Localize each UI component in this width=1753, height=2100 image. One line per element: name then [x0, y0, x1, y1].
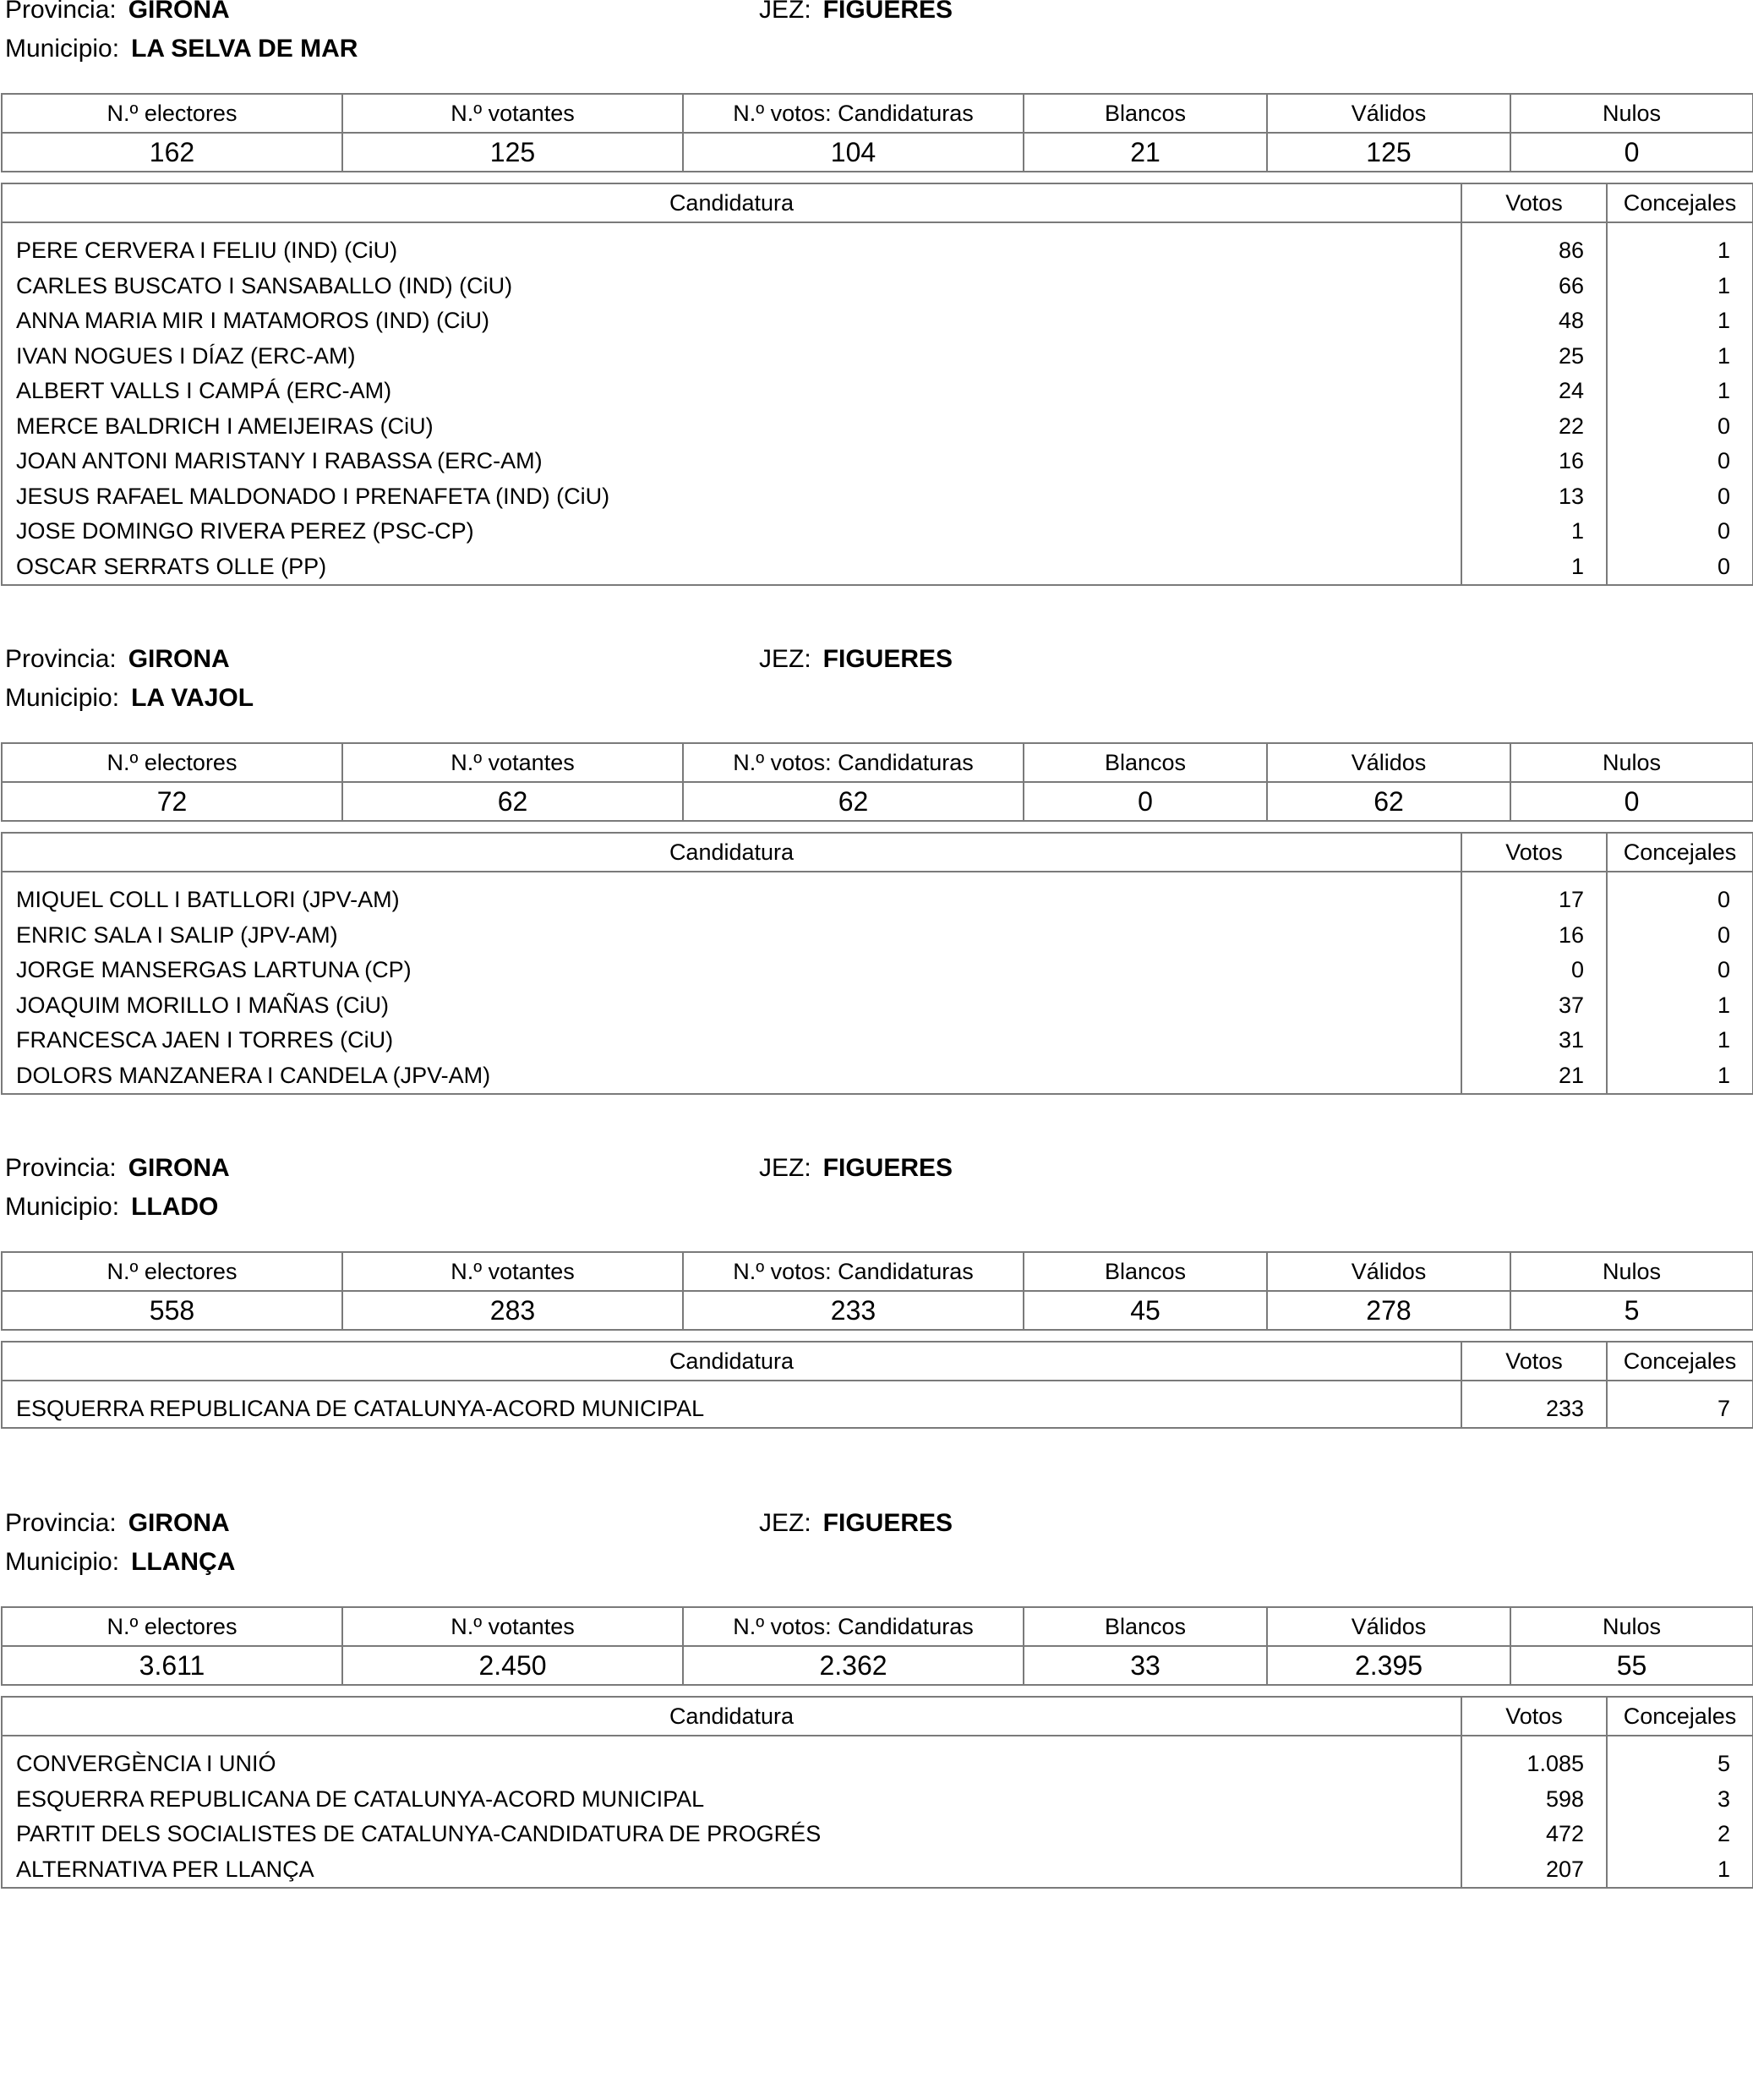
candidate-name: ENRIC SALA I SALIP (JPV-AM) [2, 918, 1461, 954]
stats-header-cell: N.º electores [2, 94, 342, 133]
candidate-name: CARLES BUSCATO I SANSABALLO (IND) (CiU) [2, 269, 1461, 304]
candidate-name: MERCE BALDRICH I AMEIJEIRAS (CiU) [2, 409, 1461, 445]
candidate-row [2, 269, 1753, 304]
candidate-concejales: 1 [1607, 304, 1753, 339]
candidate-concejales: 1 [1607, 988, 1753, 1024]
stats-value-cell: 2.395 [1267, 1646, 1510, 1685]
provincia-value: GIRONA [128, 1154, 230, 1182]
candidate-name: DOLORS MANZANERA I CANDELA (JPV-AM) [2, 1058, 1461, 1095]
candidates-table [1, 183, 1753, 586]
stats-value-cell: 2.450 [342, 1646, 683, 1685]
candidate-row [2, 1817, 1753, 1852]
stats-value-row [2, 1291, 1753, 1330]
stats-value-cell: 62 [1267, 782, 1510, 821]
municipio-label: Municipio: [5, 684, 120, 712]
candidate-row [2, 953, 1753, 988]
candidates-header-row [2, 833, 1753, 872]
municipality-block [0, 1508, 1753, 2100]
municipio-value: LA SELVA DE MAR [131, 35, 358, 63]
stats-header-cell: Blancos [1024, 94, 1267, 133]
municipio-value: LLANÇA [131, 1548, 236, 1576]
jez-value: FIGUERES [822, 1509, 953, 1537]
candidate-row [2, 374, 1753, 409]
candidate-concejales: 0 [1607, 479, 1753, 515]
candidate-concejales: 3 [1607, 1782, 1753, 1818]
provincia-line [5, 1508, 230, 1539]
candidate-name: ESQUERRA REPUBLICANA DE CATALUNYA-ACORD MUNICIPAL [2, 1782, 1461, 1818]
stats-value-cell: 2.362 [683, 1646, 1024, 1685]
jez-label: JEZ: [759, 645, 811, 673]
jez-value: FIGUERES [822, 0, 953, 24]
candidate-row [2, 304, 1753, 339]
provincia-label: Provincia: [5, 645, 117, 673]
candidate-name: ANNA MARIA MIR I MATAMOROS (IND) (CiU) [2, 304, 1461, 339]
jez-label: JEZ: [759, 0, 811, 24]
stats-header-cell: Nulos [1510, 1252, 1753, 1291]
stats-header-cell: N.º votos: Candidaturas [683, 743, 1024, 782]
stats-value-row [2, 782, 1753, 821]
stats-header-cell: Válidos [1267, 1607, 1510, 1646]
stats-value-row [2, 133, 1753, 172]
candidates-header-cell: Candidatura [2, 1342, 1461, 1381]
candidate-votos: 24 [1461, 374, 1607, 409]
stats-header-cell: Blancos [1024, 743, 1267, 782]
candidate-name: JORGE MANSERGAS LARTUNA (CP) [2, 953, 1461, 988]
candidates-header-cell: Concejales [1607, 1697, 1753, 1736]
provincia-label: Provincia: [5, 1154, 117, 1182]
candidate-concejales: 0 [1607, 514, 1753, 550]
candidate-concejales: 1 [1607, 339, 1753, 375]
stats-value-cell: 0 [1510, 133, 1753, 172]
stats-value-cell: 0 [1510, 782, 1753, 821]
candidate-row [2, 222, 1753, 269]
candidate-name: OSCAR SERRATS OLLE (PP) [2, 550, 1461, 586]
stats-header-cell: Blancos [1024, 1607, 1267, 1646]
stats-header-cell: Nulos [1510, 1607, 1753, 1646]
candidate-row [2, 409, 1753, 445]
provincia-value: GIRONA [128, 1509, 230, 1537]
municipio-line [5, 683, 254, 714]
stats-value-cell: 0 [1024, 782, 1267, 821]
candidates-header-cell: Concejales [1607, 1342, 1753, 1381]
candidate-votos: 1.085 [1461, 1736, 1607, 1782]
stats-header-cell: Válidos [1267, 743, 1510, 782]
municipio-label: Municipio: [5, 1548, 120, 1576]
candidate-name: JOAN ANTONI MARISTANY I RABASSA (ERC-AM) [2, 444, 1461, 479]
municipality-block [0, 0, 1753, 587]
candidate-row [2, 1023, 1753, 1058]
stats-header-cell: N.º votantes [342, 743, 683, 782]
candidate-votos: 37 [1461, 988, 1607, 1024]
stats-value-cell: 3.611 [2, 1646, 342, 1685]
stats-value-cell: 55 [1510, 1646, 1753, 1685]
candidates-header-cell: Candidatura [2, 833, 1461, 872]
stats-header-cell: Válidos [1267, 1252, 1510, 1291]
stats-table [1, 742, 1753, 822]
stats-value-cell: 283 [342, 1291, 683, 1330]
candidate-votos: 21 [1461, 1058, 1607, 1095]
jez-line [759, 1153, 953, 1184]
stats-header-cell: N.º votos: Candidaturas [683, 1607, 1024, 1646]
candidate-votos: 233 [1461, 1381, 1607, 1428]
stats-header-cell: N.º votantes [342, 94, 683, 133]
candidate-row [2, 872, 1753, 918]
stats-header-row [2, 94, 1753, 133]
candidate-votos: 48 [1461, 304, 1607, 339]
municipio-line [5, 1192, 218, 1222]
stats-value-cell: 5 [1510, 1291, 1753, 1330]
candidate-concejales: 1 [1607, 1023, 1753, 1058]
candidates-table [1, 1696, 1753, 1889]
stats-value-cell: 45 [1024, 1291, 1267, 1330]
stats-value-row [2, 1646, 1753, 1685]
candidate-votos: 22 [1461, 409, 1607, 445]
stats-header-row [2, 743, 1753, 782]
candidate-votos: 86 [1461, 222, 1607, 269]
municipality-block [0, 644, 1753, 1236]
candidate-name: FRANCESCA JAEN I TORRES (CiU) [2, 1023, 1461, 1058]
candidate-row [2, 514, 1753, 550]
candidate-votos: 31 [1461, 1023, 1607, 1058]
candidates-header-cell: Votos [1461, 1697, 1607, 1736]
candidate-votos: 1 [1461, 550, 1607, 586]
candidate-name: JOSE DOMINGO RIVERA PEREZ (PSC-CP) [2, 514, 1461, 550]
candidate-row [2, 918, 1753, 954]
candidates-header-row [2, 1697, 1753, 1736]
candidates-table [1, 1341, 1753, 1429]
candidate-concejales: 0 [1607, 872, 1753, 918]
jez-value: FIGUERES [822, 645, 953, 673]
stats-header-cell: N.º votos: Candidaturas [683, 94, 1024, 133]
candidate-votos: 16 [1461, 444, 1607, 479]
candidate-row [2, 988, 1753, 1024]
stats-header-cell: N.º electores [2, 1252, 342, 1291]
candidate-concejales: 5 [1607, 1736, 1753, 1782]
candidate-votos: 472 [1461, 1817, 1607, 1852]
stats-value-cell: 33 [1024, 1646, 1267, 1685]
stats-header-cell: N.º votantes [342, 1607, 683, 1646]
stats-header-cell: Válidos [1267, 94, 1510, 133]
candidate-row [2, 1058, 1753, 1095]
stats-header-cell: Blancos [1024, 1252, 1267, 1291]
candidate-name: ESQUERRA REPUBLICANA DE CATALUNYA-ACORD MUNICIPAL [2, 1381, 1461, 1428]
stats-value-cell: 62 [683, 782, 1024, 821]
candidates-header-cell: Concejales [1607, 833, 1753, 872]
stats-value-cell: 21 [1024, 133, 1267, 172]
stats-header-cell: N.º votantes [342, 1252, 683, 1291]
candidates-header-cell: Concejales [1607, 183, 1753, 222]
candidates-header-row [2, 1342, 1753, 1381]
provincia-label: Provincia: [5, 1509, 117, 1537]
stats-value-cell: 125 [342, 133, 683, 172]
candidate-votos: 25 [1461, 339, 1607, 375]
candidate-row [2, 339, 1753, 375]
candidate-votos: 13 [1461, 479, 1607, 515]
candidate-row [2, 1782, 1753, 1818]
candidate-concejales: 0 [1607, 409, 1753, 445]
jez-label: JEZ: [759, 1154, 811, 1182]
candidate-name: PARTIT DELS SOCIALISTES DE CATALUNYA-CANDIDATURA DE PROGRÉS [2, 1817, 1461, 1852]
candidate-name: JOAQUIM MORILLO I MAÑAS (CiU) [2, 988, 1461, 1024]
stats-value-cell: 62 [342, 782, 683, 821]
candidate-name: ALBERT VALLS I CAMPÁ (ERC-AM) [2, 374, 1461, 409]
candidate-concejales: 2 [1607, 1817, 1753, 1852]
candidate-name: CONVERGÈNCIA I UNIÓ [2, 1736, 1461, 1782]
provincia-line [5, 0, 230, 25]
jez-line [759, 1508, 953, 1539]
candidate-row [2, 1852, 1753, 1889]
candidate-concejales: 0 [1607, 953, 1753, 988]
candidate-votos: 16 [1461, 918, 1607, 954]
municipio-value: LLADO [131, 1193, 219, 1221]
candidate-row [2, 1736, 1753, 1782]
stats-table [1, 93, 1753, 172]
candidate-concejales: 1 [1607, 1058, 1753, 1095]
stats-value-cell: 162 [2, 133, 342, 172]
municipio-label: Municipio: [5, 1193, 120, 1221]
stats-header-row [2, 1252, 1753, 1291]
candidate-concejales: 1 [1607, 1852, 1753, 1889]
jez-line [759, 644, 953, 675]
candidate-concejales: 0 [1607, 444, 1753, 479]
stats-value-cell: 233 [683, 1291, 1024, 1330]
candidates-header-cell: Candidatura [2, 183, 1461, 222]
candidates-header-cell: Candidatura [2, 1697, 1461, 1736]
municipio-value: LA VAJOL [131, 684, 254, 712]
candidate-row [2, 550, 1753, 586]
candidate-concejales: 0 [1607, 550, 1753, 586]
candidate-concejales: 0 [1607, 918, 1753, 954]
stats-value-cell: 125 [1267, 133, 1510, 172]
provincia-line [5, 1153, 230, 1184]
candidates-header-cell: Votos [1461, 833, 1607, 872]
jez-label: JEZ: [759, 1509, 811, 1537]
municipio-line [5, 1547, 235, 1578]
candidate-row [2, 1381, 1753, 1428]
candidate-votos: 0 [1461, 953, 1607, 988]
candidate-name: JESUS RAFAEL MALDONADO I PRENAFETA (IND) (CiU) [2, 479, 1461, 515]
stats-header-row [2, 1607, 1753, 1646]
candidate-concejales: 1 [1607, 269, 1753, 304]
stats-table [1, 1606, 1753, 1686]
provincia-value: GIRONA [128, 645, 230, 673]
candidate-concejales: 1 [1607, 222, 1753, 269]
candidate-row [2, 479, 1753, 515]
candidate-votos: 1 [1461, 514, 1607, 550]
provincia-label: Provincia: [5, 0, 117, 24]
candidates-header-row [2, 183, 1753, 222]
stats-value-cell: 558 [2, 1291, 342, 1330]
stats-value-cell: 72 [2, 782, 342, 821]
stats-table [1, 1251, 1753, 1331]
provincia-value: GIRONA [128, 0, 230, 24]
stats-value-cell: 278 [1267, 1291, 1510, 1330]
stats-value-cell: 104 [683, 133, 1024, 172]
candidates-header-cell: Votos [1461, 1342, 1607, 1381]
candidate-name: ALTERNATIVA PER LLANÇA [2, 1852, 1461, 1889]
stats-header-cell: N.º electores [2, 743, 342, 782]
candidate-concejales: 7 [1607, 1381, 1753, 1428]
candidate-votos: 207 [1461, 1852, 1607, 1889]
municipio-line [5, 34, 358, 64]
candidate-votos: 66 [1461, 269, 1607, 304]
stats-header-cell: N.º votos: Candidaturas [683, 1252, 1024, 1291]
jez-value: FIGUERES [822, 1154, 953, 1182]
stats-header-cell: Nulos [1510, 743, 1753, 782]
candidate-name: PERE CERVERA I FELIU (IND) (CiU) [2, 222, 1461, 269]
candidates-table [1, 832, 1753, 1095]
provincia-line [5, 644, 230, 675]
candidate-name: IVAN NOGUES I DÍAZ (ERC-AM) [2, 339, 1461, 375]
candidate-votos: 17 [1461, 872, 1607, 918]
candidate-concejales: 1 [1607, 374, 1753, 409]
municipio-label: Municipio: [5, 35, 120, 63]
candidate-votos: 598 [1461, 1782, 1607, 1818]
jez-line [759, 0, 953, 25]
stats-header-cell: N.º electores [2, 1607, 342, 1646]
candidate-name: MIQUEL COLL I BATLLORI (JPV-AM) [2, 872, 1461, 918]
candidates-header-cell: Votos [1461, 183, 1607, 222]
stats-header-cell: Nulos [1510, 94, 1753, 133]
candidate-row [2, 444, 1753, 479]
